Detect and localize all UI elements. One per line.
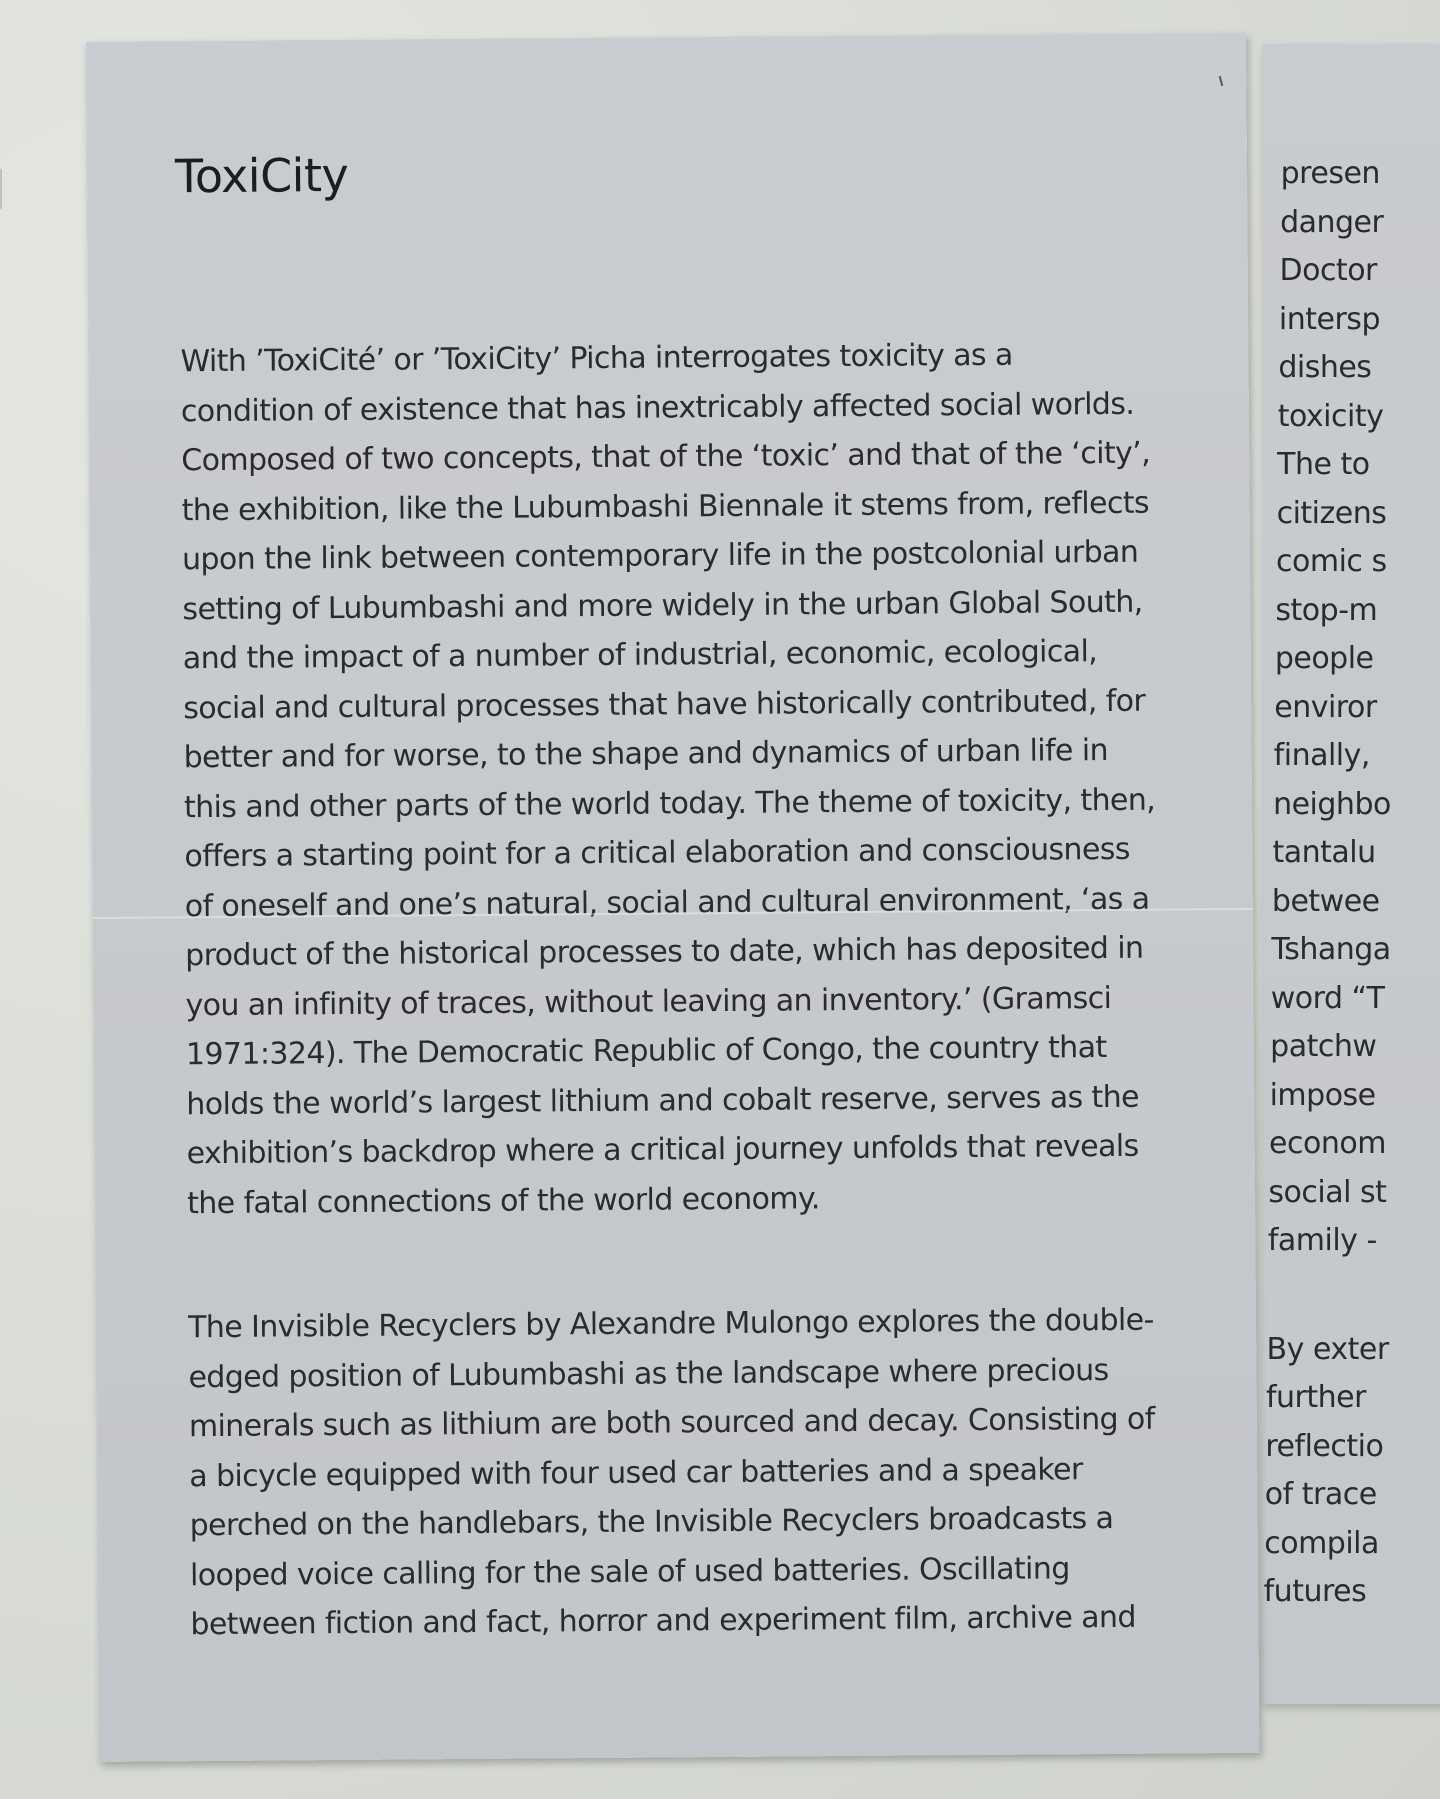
text-line: 1971:324). The Democratic Republic of Congo, the country that	[185, 1030, 1107, 1073]
right-text-line: further	[1265, 1380, 1366, 1415]
right-text-line: people	[1274, 641, 1374, 676]
right-text-line: patchw	[1270, 1029, 1377, 1064]
right-text-line: Tshanga	[1271, 932, 1391, 967]
intro-paragraph	[180, 329, 1187, 1228]
right-text-line: of trace	[1264, 1477, 1377, 1512]
text-line: upon the link between contemporary life in the postcolonial urban	[181, 534, 1139, 578]
text-line: The Invisible Recyclers by Alexandre Mulongo explores the double-	[187, 1302, 1154, 1346]
text-line: holds the world’s largest lithium and cobalt reserve, serves as the	[186, 1079, 1140, 1122]
text-line: a bicycle equipped with four used car batteries and a speaker	[189, 1451, 1083, 1494]
text-line: Composed of two concepts, that of the ‘toxic’ and that of the ‘city’,	[181, 435, 1151, 479]
text-line: condition of existence that has inextricably affected social worlds.	[180, 386, 1135, 429]
text-line: this and other parts of the world today. The theme of toxicity, then,	[183, 782, 1156, 825]
text-line: and the impact of a number of industrial, economic, ecological,	[182, 634, 1098, 677]
text-line: exhibition’s backdrop where a critical journey unfolds that reveals	[186, 1128, 1139, 1172]
text-line: better and for worse, to the shape and dynamics of urban life in	[183, 732, 1109, 776]
right-text-line: presen	[1280, 156, 1380, 191]
text-line: social and cultural processes that have historically contributed, for	[183, 683, 1146, 726]
right-text-line: stop-m	[1275, 592, 1378, 628]
text-line: the exhibition, like the Lubumbashi Biennale it stems from, reflects	[181, 485, 1150, 528]
right-text-line: finally,	[1273, 738, 1370, 773]
right-text-line: neighbo	[1273, 786, 1391, 822]
right-text-line: compila	[1264, 1525, 1379, 1561]
text-line: product of the historical processes to date, which has deposited in	[185, 930, 1144, 974]
text-line: setting of Lubumbashi and more widely in the urban Global South,	[182, 584, 1143, 627]
right-text-panel	[1262, 44, 1440, 1704]
text-line: looped voice calling for the sale of used batteries. Oscillating	[189, 1550, 1070, 1593]
right-text-line: social st	[1268, 1174, 1387, 1210]
right-text-line: intersp	[1278, 301, 1380, 337]
text-line: of oneself and one’s natural, social and cultural environment, ‘as a	[184, 881, 1150, 924]
right-text-line: betwee	[1271, 883, 1380, 919]
right-text-line: comic s	[1276, 544, 1387, 579]
right-text-line: By exter	[1266, 1331, 1389, 1367]
text-line: With ’ToxiCité’ or ’ToxiCity’ Picha interrogates toxicity as a	[180, 337, 1013, 380]
right-text-line: family -	[1267, 1223, 1377, 1258]
text-line: minerals such as lithium are both sourced and decay. Consisting of	[188, 1401, 1155, 1445]
invisible-recyclers-paragraph	[188, 1295, 1191, 1649]
text-line: you an infinity of traces, without leaving an inventory.’ (Gramsci	[185, 980, 1112, 1023]
text-line: the fatal connections of the world economy.	[186, 1180, 820, 1221]
right-text-line: econom	[1269, 1126, 1386, 1161]
right-text-line: enviror	[1274, 689, 1377, 725]
right-text-line: impose	[1269, 1077, 1376, 1113]
panel-title: ToxiCity	[174, 147, 349, 204]
right-text-line: danger	[1280, 204, 1384, 240]
right-text-line: futures	[1263, 1574, 1367, 1609]
text-line: perched on the handlebars, the Invisible Recyclers broadcasts a	[189, 1500, 1114, 1544]
text-line: edged position of Lubumbashi as the landscape where precious	[188, 1352, 1109, 1395]
right-text-line: Doctor	[1279, 253, 1377, 288]
right-text-line: tantalu	[1272, 835, 1376, 870]
right-text-line: dishes	[1278, 350, 1372, 385]
right-text-line: word “T	[1270, 980, 1385, 1016]
text-line: between fiction and fact, horror and experiment film, archive and	[190, 1599, 1136, 1643]
right-text-line: toxicity	[1277, 398, 1384, 434]
right-text-line: citizens	[1276, 495, 1387, 531]
main-text-panel	[86, 33, 1259, 1762]
right-text-line: The to	[1277, 447, 1370, 482]
right-text-line: reflectio	[1265, 1428, 1384, 1464]
text-line: offers a starting point for a critical elaboration and consciousness	[184, 831, 1130, 875]
